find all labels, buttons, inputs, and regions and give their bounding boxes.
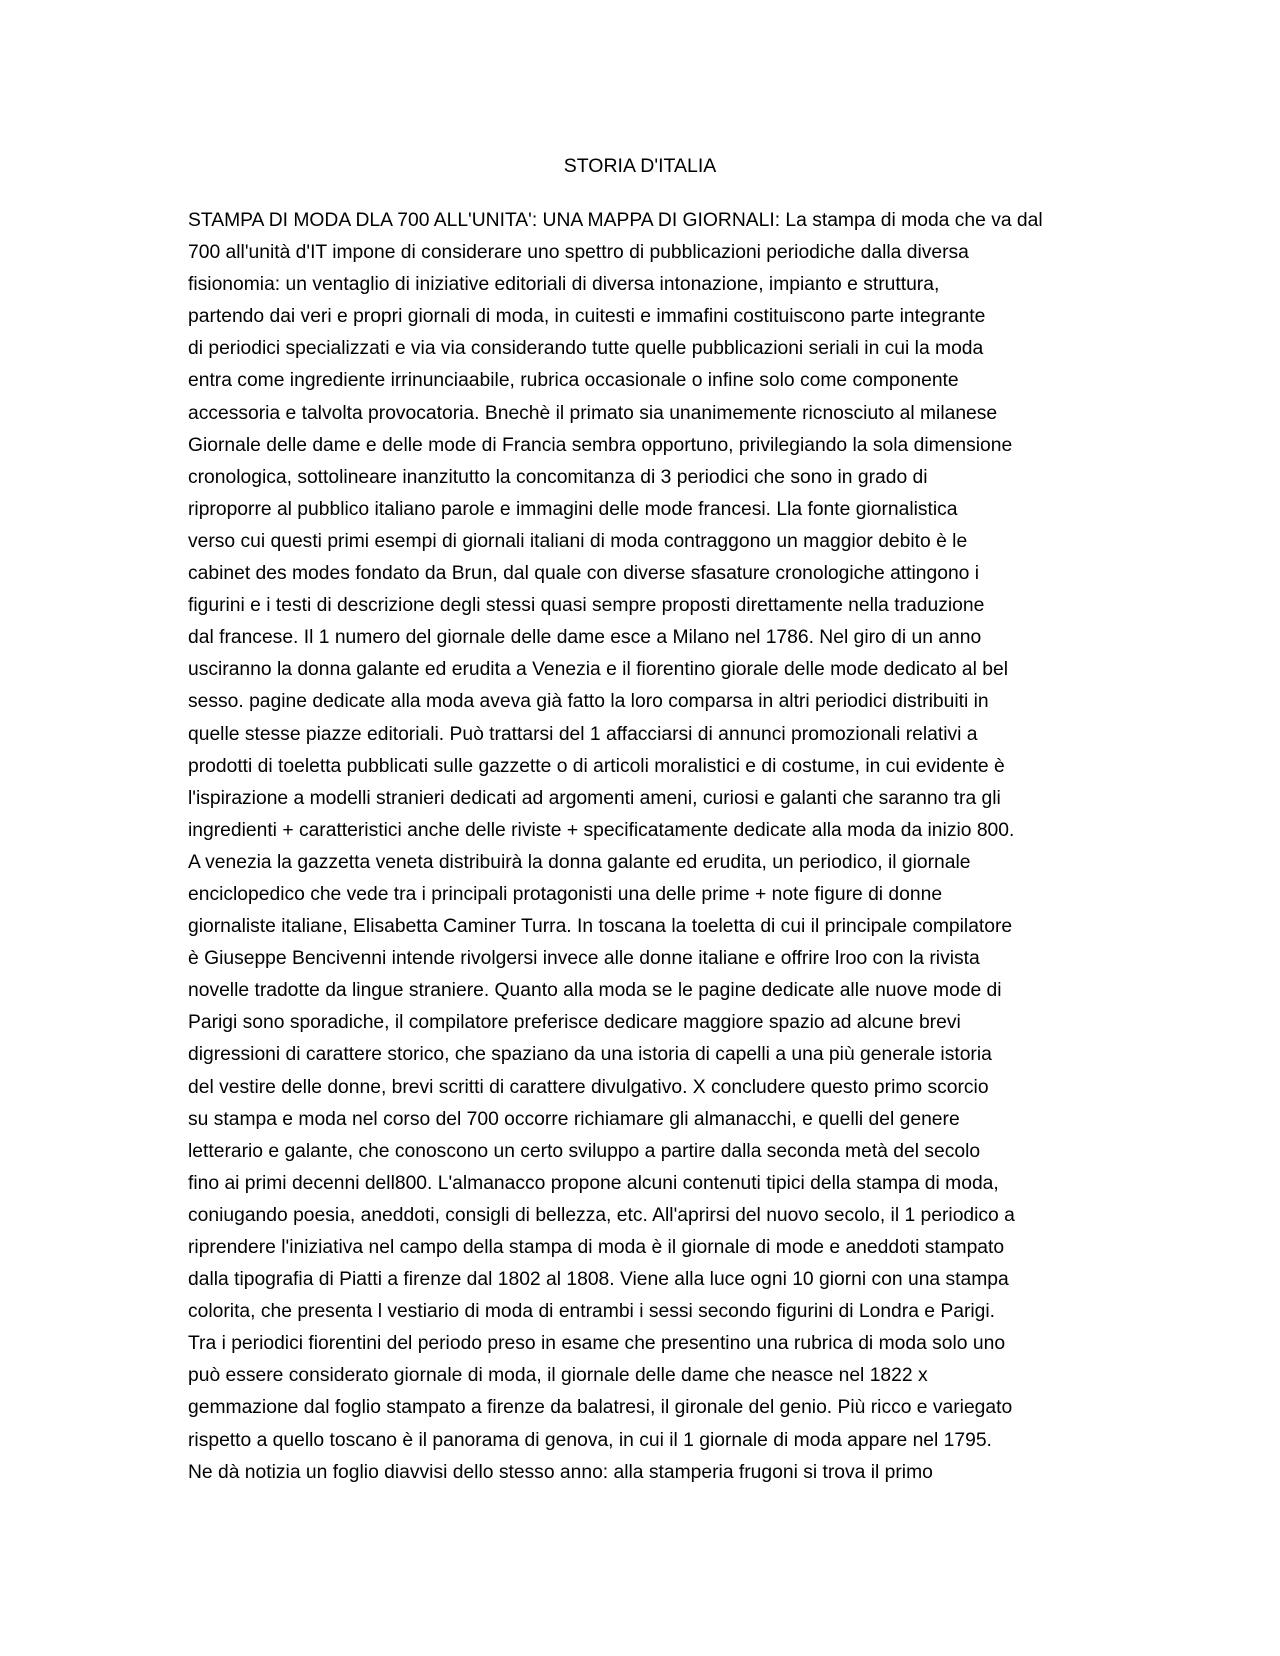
body-text-line: verso cui questi primi esempi di giornali italiani di moda contraggono un maggior debito è le: [188, 530, 968, 552]
body-text-line: figurini e i testi di descrizione degli stessi quasi sempre proposti direttamente nella traduzione: [188, 595, 985, 617]
body-text-line: su stampa e moda nel corso del 700 occorre richiamare gli almanacchi, e quelli del genere: [188, 1108, 960, 1130]
body-text-line: prodotti di toeletta pubblicati sulle gazzette o di articoli moralistici e di costume, in cui evidente è: [188, 755, 1005, 777]
body-text-line: A venezia la gazzetta veneta distribuirà la donna galante ed erudita, un periodico, il giornale: [188, 851, 971, 873]
body-text-line: 700 all'unità d'IT impone di considerare uno spettro di pubblicazioni periodiche dalla diversa: [188, 242, 969, 264]
body-text-line: fino ai primi decenni dell800. L'almanacco propone alcuni contenuti tipici della stampa di moda,: [188, 1172, 999, 1194]
body-text-line: quelle stesse piazze editoriali. Può trattarsi del 1 affacciarsi di annunci promozionali relativi a: [188, 723, 978, 745]
body-text-line: rispetto a quello toscano è il panorama di genova, in cui il 1 giornale di moda appare nel 1795.: [188, 1429, 992, 1451]
body-text-line: sesso. pagine dedicate alla moda aveva già fatto la loro comparsa in altri periodici distribuiti in: [188, 691, 989, 713]
body-text-line: gemmazione dal foglio stampato a firenze da balatresi, il gironale del genio. Più ricco e variegato: [188, 1397, 1013, 1419]
body-text-line: letterario e galante, che conoscono un certo sviluppo a partire dalla seconda metà del secolo: [188, 1140, 981, 1162]
body-text-line: può essere considerato giornale di moda, il giornale delle dame che neasce nel 1822 x: [188, 1365, 928, 1387]
body-text-line: l'ispirazione a modelli stranieri dedicati ad argomenti ameni, curiosi e galanti che saranno tra gli: [188, 787, 1001, 809]
body-text-line: cabinet des modes fondato da Brun, dal quale con diverse sfasature cronologiche attingono i: [188, 563, 980, 585]
body-text-line: coniugando poesia, aneddoti, consigli di bellezza, etc. All'aprirsi del nuovo secolo, il 1 periodico a: [188, 1204, 1015, 1226]
body-text-line: riproporre al pubblico italiano parole e immagini delle mode francesi. Lla fonte giornalistica: [188, 498, 958, 520]
body-text-line: Giornale delle dame e delle mode di Francia sembra opportuno, privilegiando la sola dimensione: [188, 434, 1013, 456]
body-text-line: di periodici specializzati e via via considerando tutte quelle pubblicazioni seriali in cui la moda: [188, 338, 984, 360]
body-text-line: accessoria e talvolta provocatoria. Bnechè il primato sia unanimemente ricnosciuto al milanese: [188, 402, 998, 424]
body-text-line: giornaliste italiane, Elisabetta Caminer Turra. In toscana la toeletta di cui il principale compilatore: [188, 916, 1013, 938]
body-text-line: Tra i periodici fiorentini del periodo preso in esame che presentino una rubrica di moda solo uno: [188, 1333, 1006, 1355]
body-text-line: partendo dai veri e propri giornali di moda, in cuitesti e immafini costituiscono parte integrante: [188, 306, 986, 328]
body-text-line: dalla tipografia di Piatti a firenze dal 1802 al 1808. Viene alla luce ogni 10 giorni con una stampa: [188, 1269, 1009, 1291]
body-text-line: è Giuseppe Bencivenni intende rivolgersi invece alle donne italiane e offrire lroo con la rivista: [188, 948, 980, 970]
body-text-line: enciclopedico che vede tra i principali protagonisti una delle prime + note figure di donne: [188, 883, 943, 905]
body-text-line: STAMPA DI MODA DLA 700 ALL'UNITA': UNA MAPPA DI GIORNALI: La stampa di moda che va dal: [188, 210, 1043, 231]
document-title: STORIA D'ITALIA: [563, 155, 717, 177]
body-text-line: dal francese. Il 1 numero del giornale delle dame esce a Milano nel 1786. Nel giro di un anno: [188, 627, 982, 649]
body-text-line: cronologica, sottolineare inanzitutto la concomitanza di 3 periodici che sono in grado di: [188, 466, 928, 488]
body-text-line: riprendere l'iniziativa nel campo della stampa di moda è il giornale di mode e aneddoti stampato: [188, 1237, 1005, 1258]
body-text-line: novelle tradotte da lingue straniere. Quanto alla moda se le pagine dedicate alle nuove mode di: [188, 980, 1002, 1002]
body-text-line: del vestire delle donne, brevi scritti di carattere divulgativo. X concludere questo primo scorcio: [188, 1076, 989, 1098]
body-text-line: Ne dà notizia un foglio diavvisi dello stesso anno: alla stamperia frugoni si trova il primo: [188, 1461, 933, 1483]
body-text-line: ingredienti + caratteristici anche delle riviste + specificatamente dedicate alla moda da inizio 800.: [188, 819, 1015, 841]
body-text-line: fisionomia: un ventaglio di iniziative editoriali di diversa intonazione, impianto e struttura,: [188, 274, 940, 296]
body-text-line: colorita, che presenta l vestiario di moda di entrambi i sessi secondo figurini di Londra e Parigi.: [188, 1301, 996, 1323]
body-text-line: digressioni di carattere storico, che spaziano da una istoria di capelli a una più generale istoria: [188, 1044, 992, 1066]
body-text-line: Parigi sono sporadiche, il compilatore preferisce dedicare maggiore spazio ad alcune brevi: [188, 1012, 961, 1034]
body-text-line: usciranno la donna galante ed erudita a Venezia e il fiorentino giorale delle mode dedicato al bel: [188, 659, 1009, 681]
body-text-line: entra come ingrediente irrinunciaabile, rubrica occasionale o infine solo come componente: [188, 370, 959, 392]
document-body: [188, 205, 1094, 1489]
